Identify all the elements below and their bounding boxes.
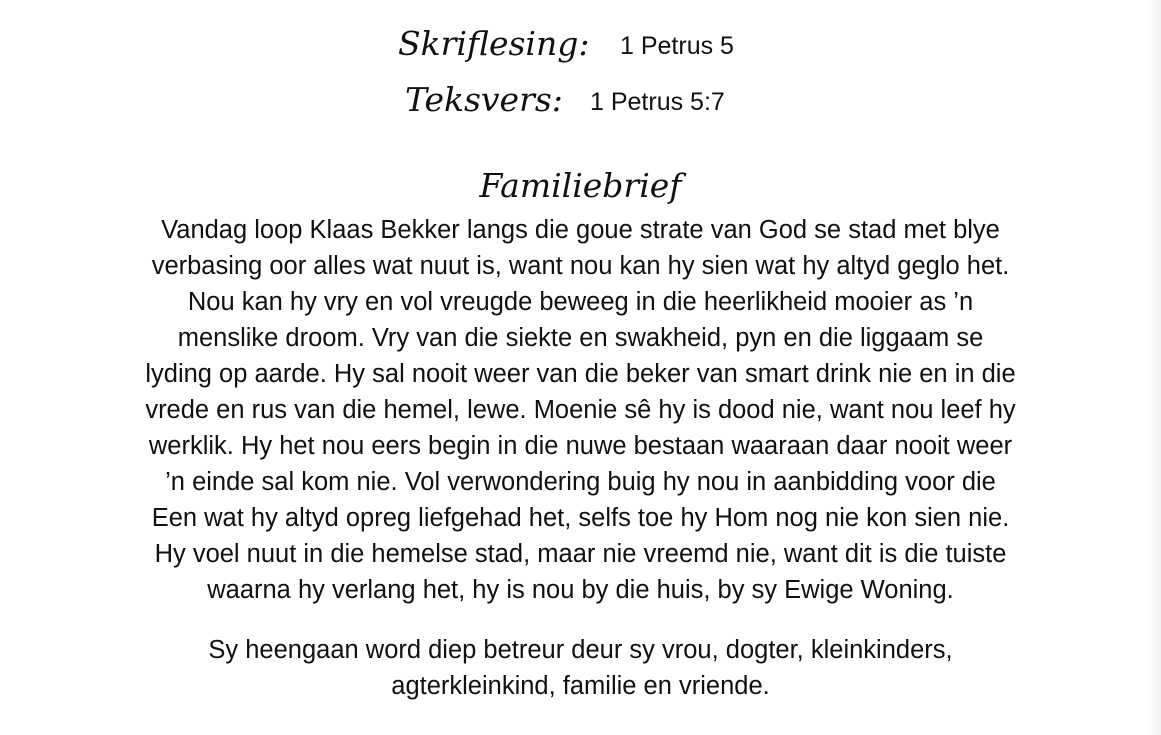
closing-line: agterkleinkind, familie en vriende. xyxy=(391,672,770,700)
closing-line: Sy heengaan word diep betreur deur sy vrou, dogter, kleinkinders, xyxy=(208,636,953,664)
letter-line: Een wat hy altyd opreg liefgehad het, selfs toe hy Hom nog nie kon sien nie. xyxy=(151,504,1010,532)
letter-title: Familiebrief xyxy=(479,166,682,205)
letter-body xyxy=(0,212,1161,608)
letter-line: Vandag loop Klaas Bekker langs die goue strate van God se stad met blye xyxy=(161,216,1000,244)
letter-line: menslike droom. Vry van die siekte en swakheid, pyn en die liggaam se xyxy=(177,324,984,352)
letter-line: Nou kan hy vry en vol vreugde beweeg in die heerlikheid mooier as ’n xyxy=(187,288,974,316)
text-verse-label: Teksvers: xyxy=(405,80,563,119)
letter-line: werklik. Hy het nou eers begin in die nuwe bestaan waaraan daar nooit weer xyxy=(148,432,1013,460)
page-edge-shadow xyxy=(1147,0,1161,735)
reading-reference: 1 Petrus 5 xyxy=(620,32,734,60)
letter-line: verbasing oor alles wat nuut is, want nou kan hy sien wat hy altyd geglo het. xyxy=(151,252,1010,280)
letter-line: vrede en rus van die hemel, lewe. Moenie sê hy is dood nie, want nou leef hy xyxy=(145,396,1016,424)
letter-line: lyding op aarde. Hy sal nooit weer van die beker van smart drink nie en in die xyxy=(145,360,1016,388)
closing-paragraph xyxy=(0,632,1161,704)
text-verse-reference: 1 Petrus 5:7 xyxy=(590,88,725,116)
letter-line: waarna hy verlang het, hy is nou by die huis, by sy Ewige Woning. xyxy=(207,576,954,604)
letter-line: Hy voel nuut in die hemelse stad, maar nie vreemd nie, want dit is die tuiste xyxy=(154,540,1007,568)
reading-label: Skriflesing: xyxy=(398,24,590,63)
letter-line: ’n einde sal kom nie. Vol verwondering buig hy nou in aanbidding voor die xyxy=(165,468,996,496)
